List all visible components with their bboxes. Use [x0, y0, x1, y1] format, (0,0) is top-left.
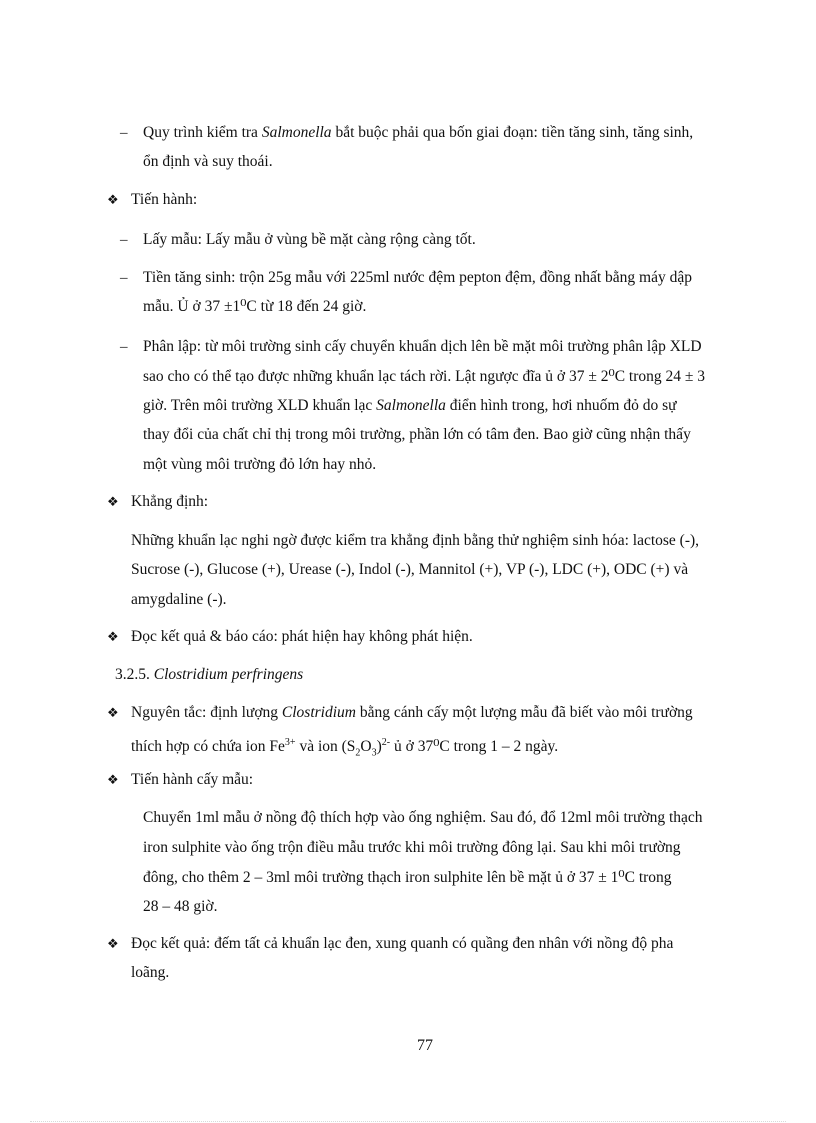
diamond-bullet-icon: ❖ — [107, 936, 119, 951]
diamond-bullet-icon: ❖ — [107, 494, 119, 509]
diamond-bullet-icon: ❖ — [107, 629, 119, 644]
page-bottom-rule — [30, 1121, 786, 1122]
text-line: giờ. Trên môi trường XLD khuẩn lạc Salmonella điển hình trong, hơi nhuốm đỏ do sự — [143, 397, 677, 414]
text-line: iron sulphite vào ống trộn điều mẫu trước khi môi trường đông lại. Sau khi môi trường — [143, 839, 681, 856]
text-line: Nguyên tắc: định lượng Clostridium bằng cánh cấy một lượng mẫu đã biết vào môi trường — [131, 704, 693, 721]
text-line: đông, cho thêm 2 – 3ml môi trường thạch iron sulphite lên bề mặt ủ ở 37 ± 1⁰C trong — [143, 869, 672, 886]
text-line: Phân lập: từ môi trường sinh cấy chuyển khuẩn dịch lên bề mặt môi trường phân lập XLD — [143, 338, 702, 355]
text-line: Những khuẩn lạc nghi ngờ được kiểm tra khẳng định bằng thử nghiệm sinh hóa: lactose (-), — [131, 532, 700, 549]
text-line: loãng. — [131, 964, 170, 981]
text-line: amygdaline (-). — [131, 591, 227, 608]
dash-bullet: – — [120, 270, 128, 286]
section-heading: Đọc kết quả & báo cáo: phát hiện hay không phát hiện. — [131, 628, 473, 645]
text-line: thích hợp có chứa ion $Fe^{3+}$ và ion $(S_2O_3)^{2-}$ ủ ở 37⁰C trong 1 – 2 ngày. — [131, 737, 559, 759]
text-line: Chuyển 1ml mẫu ở nồng độ thích hợp vào ống nghiệm. Sau đó, đổ 12ml môi trường thạch — [143, 809, 703, 826]
section-heading: Khẳng định: — [131, 493, 209, 510]
diamond-bullet-icon: ❖ — [107, 772, 119, 787]
text-line: mẫu. Ủ ở 37 ±1⁰C từ 18 đến 24 giờ. — [143, 298, 367, 315]
diamond-bullet-icon: ❖ — [107, 192, 119, 207]
text-line: sao cho có thể tạo được những khuẩn lạc tách rời. Lật ngược đĩa ủ ở 37 ± 2⁰C trong 24 ± 3 — [143, 368, 706, 385]
text-line: 28 – 48 giờ. — [143, 898, 218, 915]
text-line: Quy trình kiểm tra Salmonella bắt buộc phải qua bốn giai đoạn: tiền tăng sinh, tăng sinh, — [143, 124, 694, 141]
section-heading: Tiến hành cấy mẫu: — [131, 771, 254, 788]
dash-bullet: – — [120, 232, 128, 248]
text-line: Sucrose (-), Glucose (+), Urease (-), Indol (-), Mannitol (+), VP (-), LDC (+), ODC (+) và — [131, 561, 689, 578]
text-line: thay đổi của chất chỉ thị trong môi trường, phần lớn có tâm đen. Bao giờ cũng nhận thấy — [143, 426, 691, 443]
page-number: 77 — [417, 1037, 433, 1054]
text-line: Tiền tăng sinh: trộn 25g mẫu với 225ml nước đệm pepton đệm, đồng nhất bằng máy dập — [143, 269, 693, 286]
section-heading: Tiến hành: — [131, 191, 198, 208]
dash-bullet: – — [120, 339, 128, 355]
text-line: Đọc kết quả: đếm tất cả khuẩn lạc đen, xung quanh có quầng đen nhân với nồng độ pha — [131, 935, 674, 952]
dash-bullet: – — [120, 125, 128, 141]
text-line: ổn định và suy thoái. — [143, 153, 273, 170]
subsection-title: 3.2.5. Clostridium perfringens — [115, 666, 304, 683]
diamond-bullet-icon: ❖ — [107, 705, 119, 720]
text-line: Lấy mẫu: Lấy mẫu ở vùng bề mặt càng rộng càng tốt. — [143, 231, 476, 248]
text-line: một vùng môi trường đỏ lớn hay nhỏ. — [143, 456, 377, 473]
